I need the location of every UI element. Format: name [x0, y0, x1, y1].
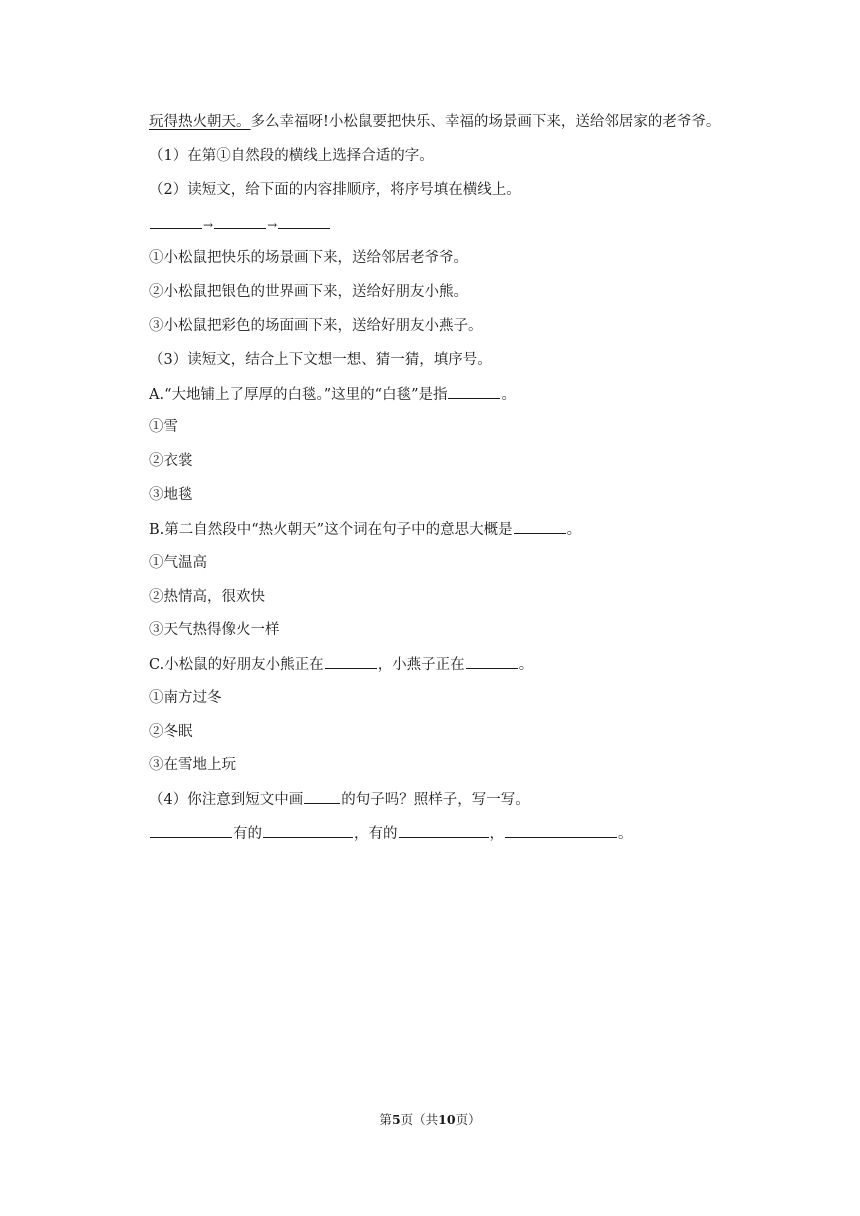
write-blank-4[interactable]: [505, 823, 617, 838]
question-3c: [149, 654, 760, 675]
q3a-option-2: ②衣裳: [149, 453, 193, 469]
q2-text: （2）读短文，给下面的内容排顺序，将序号填在横线上。: [149, 182, 521, 198]
page-total: 10: [438, 1112, 456, 1127]
order-item-3: ③小松鼠把彩色的场面画下来，送给好朋友小燕子。: [149, 318, 483, 334]
order-blanks: [149, 214, 760, 235]
question-1: [149, 146, 760, 166]
passage-last-line: [149, 112, 760, 132]
q4-text: （4）你注意到短文中画: [149, 792, 304, 808]
footer-post: 页）: [455, 1112, 481, 1127]
question-3: （3）读短文，结合上下文想一想、猜一猜，填序号。: [149, 352, 492, 368]
question-2: [149, 180, 760, 200]
q3b-option-2: ②热情高，很欢快: [149, 589, 265, 605]
q3b-option-3: ③天气热得像火一样: [149, 622, 280, 638]
page-number: 5: [391, 1112, 401, 1127]
write-blank-1[interactable]: [150, 823, 232, 838]
q3b-period: 。: [566, 522, 582, 538]
underlined-sentence: 玩得热火朝天。: [149, 114, 251, 130]
q3c-blank-1[interactable]: [325, 654, 377, 669]
q3c-text-mid: ，小燕子正在: [377, 657, 465, 673]
q3b-blank[interactable]: [514, 519, 566, 534]
write-comma: ，: [489, 826, 504, 842]
question-3b: [149, 519, 760, 540]
q1-text-a: （1）在第: [149, 148, 217, 164]
writing-template: [149, 823, 760, 844]
q3b-text: B.第二自然段中“热火朝天”这个词在句子中的意思大概是: [149, 522, 513, 538]
q3a-blank[interactable]: [448, 384, 500, 399]
arrow-right-icon: →: [267, 218, 278, 232]
q1-circled-number: ①: [216, 148, 231, 164]
page-footer: [0, 1110, 860, 1128]
order-blank-1[interactable]: [150, 214, 202, 229]
q3c-option-3: ③在雪地上玩: [149, 757, 236, 773]
write-period: 。: [618, 826, 633, 842]
passage-text: 多么幸福呀!小松鼠要把快乐、幸福的场景画下来，送给邻居家的老爷爷。: [250, 114, 721, 130]
order-item-1: ①小松鼠把快乐的场景画下来，送给邻居老爷爷。: [149, 250, 468, 266]
arrow-right-icon: →: [203, 218, 214, 232]
q3c-option-1: ①南方过冬: [149, 690, 222, 706]
order-item-2: ②小松鼠把银色的世界画下来，送给好朋友小熊。: [149, 284, 468, 300]
q3c-option-2: ②冬眠: [149, 724, 193, 740]
q3c-period: 。: [518, 657, 534, 673]
q3b-option-1: ①气温高: [149, 555, 207, 571]
q3c-text: C.小松鼠的好朋友小熊正在: [149, 657, 324, 673]
q3a-option-3: ③地毯: [149, 487, 193, 503]
q4-underline-mark: [304, 789, 340, 804]
question-4: [149, 789, 760, 810]
write-you-de-2: ，有的: [354, 826, 398, 842]
write-blank-2[interactable]: [263, 823, 353, 838]
q3c-blank-2[interactable]: [466, 654, 518, 669]
footer-pre: 第: [379, 1112, 392, 1127]
footer-mid: 页（共: [400, 1112, 439, 1127]
q3a-text: A.“大地铺上了厚厚的白毯。”这里的“白毯”是指: [149, 387, 448, 403]
write-blank-3[interactable]: [399, 823, 489, 838]
q3a-option-1: ①雪: [149, 419, 178, 435]
order-blank-2[interactable]: [214, 214, 266, 229]
write-you-de-1: 有的: [233, 826, 262, 842]
order-blank-3[interactable]: [278, 214, 330, 229]
q4-text-post: 的句子吗？照样子，写一写。: [341, 792, 530, 808]
question-3a: [149, 384, 760, 405]
q1-text-c: 自然段的横线上选择合适的字。: [230, 148, 434, 164]
q3a-period: 。: [501, 387, 516, 403]
